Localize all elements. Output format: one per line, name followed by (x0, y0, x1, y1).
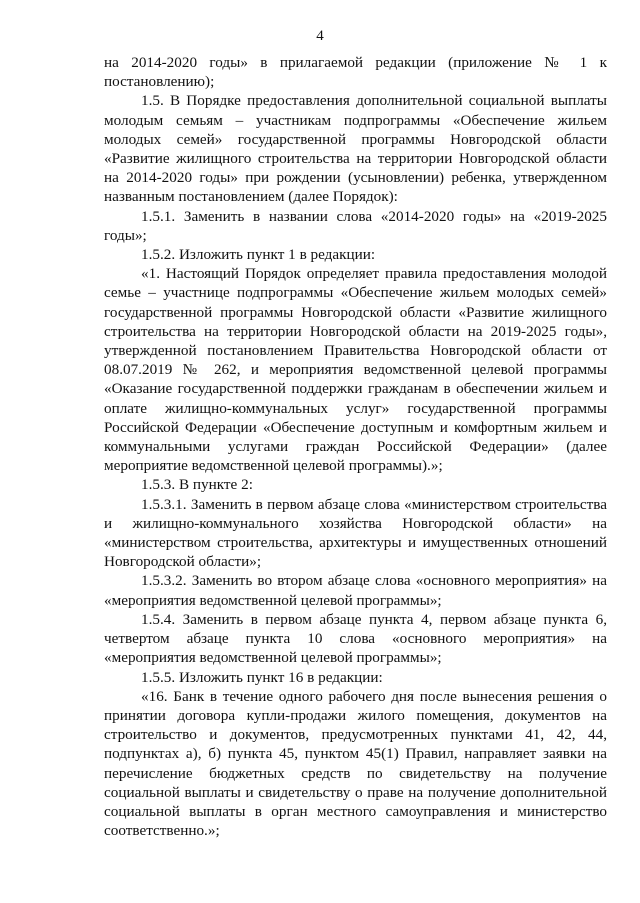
document-body (104, 53, 607, 840)
paragraph-continuation: на 2014-2020 годы» в прилагаемой редакции (приложение № 1 к постановлению); (104, 54, 607, 91)
paragraph-item-1-5-3-2: 1.5.3.2. Заменить во втором абзаце слова «основного мероприятия» на «мероприятия ведомственной целевой программы»; (104, 572, 607, 609)
paragraph-item-1-5: 1.5. В Порядке предоставления дополнительной социальной выплаты молодым семьям – участникам подпрограммы «Обеспечение жильем молодых семей» государственной программы Новгородской области «Развитие жилищного строительства на территории Новгородской области на 2014-2020 годы» при рождении (усыновлении) ребенка, утвержденном названным постановлением (далее Порядок): (104, 92, 607, 206)
page-number: 4 (316, 28, 324, 44)
paragraph-quoted-point-16: «16. Банк в течение одного рабочего дня после вынесения решения о принятии договора купли-продажи жилого помещения, документов на строительство и документов, предусмотренных пунктами 41, 42, 44, подпунктах а), б) пункта 45, пунктом 45(1) Правил, направляет заявки на перечисление бюджетных средств по свидетельству на получение социальной выплаты и свидетельству о праве на получение дополнительной социальной выплаты в орган местного самоуправления и министерство соответственно.»; (104, 687, 607, 840)
paragraph-quoted-point-1: «1. Настоящий Порядок определяет правила предоставления молодой семье – участнице подпрограммы «Обеспечение жильем молодых семей» государственной программы Новгородской области «Развитие жилищного строительства на территории Новгородской области на 2019-2025 годы», утвержденной постановлением Правительства Новгородской области от 08.07.2019 № 262, и мероприятия ведомственной целевой программы «Оказание государственной поддержки гражданам в обеспечении жильем и оплате жилищно-коммунальных услуг» государственной программы Российской Федерации «Обеспечение доступным и комфортным жильем и коммунальными услугами граждан Российской Федерации» (далее мероприятие ведомственной целевой программы).»; (104, 265, 607, 475)
paragraph-item-1-5-3: 1.5.3. В пункте 2: (141, 476, 253, 494)
paragraph-item-1-5-1: 1.5.1. Заменить в названии слова «2014-2020 годы» на «2019-2025 годы»; (104, 207, 607, 244)
paragraph-item-1-5-3-1: 1.5.3.1. Заменить в первом абзаце слова «министерством строительства и жилищно-коммунального хозяйства Новгородской области» на «министерством строительства, архитектуры и имущественных отношений Новгородской области»; (104, 495, 607, 571)
paragraph-item-1-5-4: 1.5.4. Заменить в первом абзаце пункта 4, первом абзаце пункта 6, четвертом абзаце пункта 10 слова «основного мероприятия» на «мероприятия ведомственной целевой программы»; (104, 610, 607, 667)
paragraph-item-1-5-2: 1.5.2. Изложить пункт 1 в редакции: (141, 246, 376, 264)
paragraph-item-1-5-5: 1.5.5. Изложить пункт 16 в редакции: (141, 668, 383, 686)
